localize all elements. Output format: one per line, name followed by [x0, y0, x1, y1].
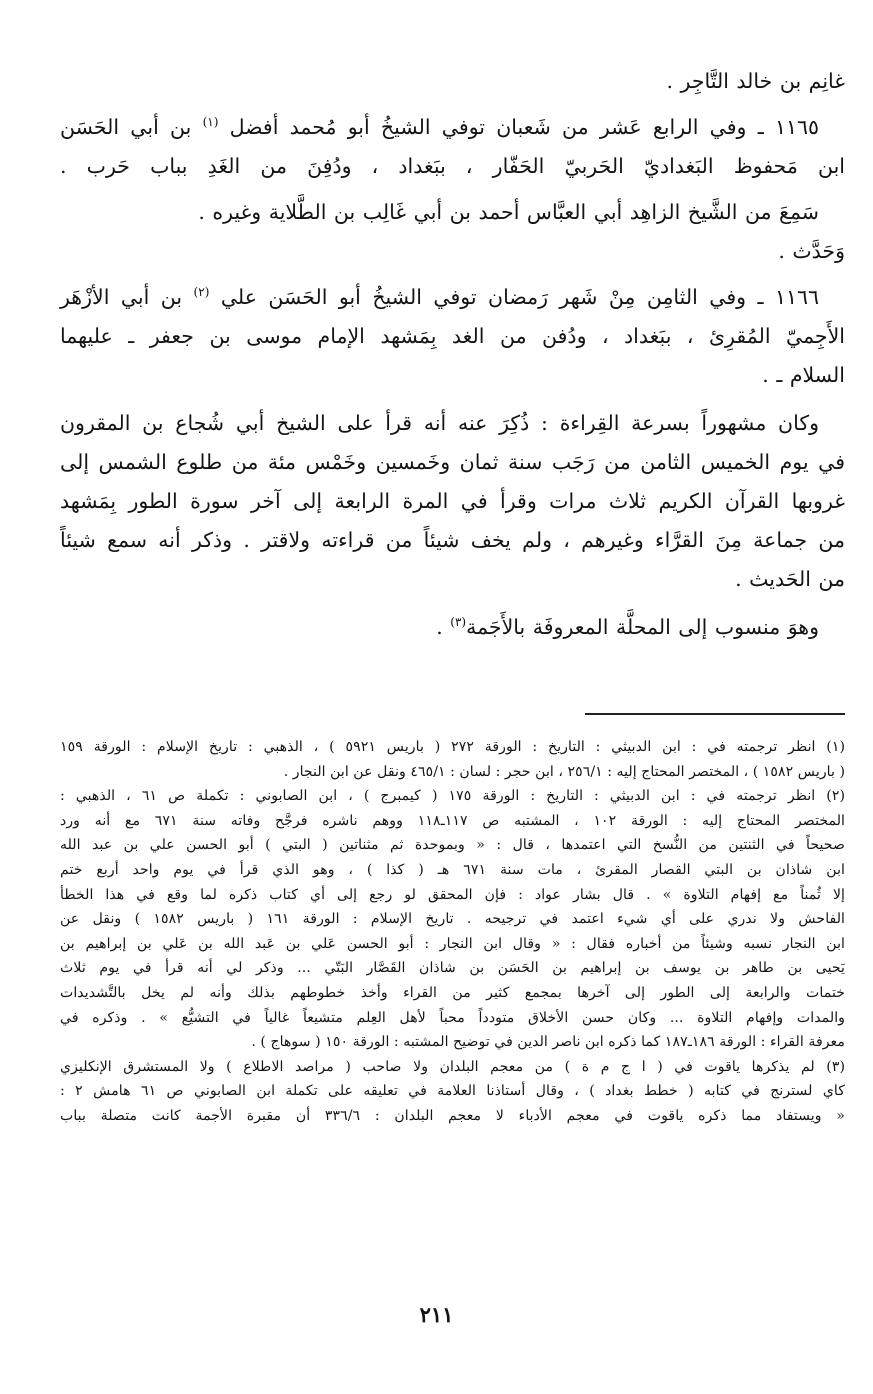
entry-1166-tail: بن أبي الأزْهَر	[60, 285, 183, 309]
entry-1166-line-7: من جماعة مِنَ القرَّاء وغيرهم ، ولم يخف شيئاً من قراءته ولاقتر . وذكر أنه سمع شيئاً	[60, 528, 845, 552]
entry-1166-line-9	[60, 608, 819, 647]
main-text	[60, 62, 845, 647]
footnote-separator	[585, 713, 845, 715]
entry-1166-line-4: وكان مشهوراً بسرعة القِراءة : ذُكِرَ عنه أنه قرأ على الشيخ أبي شُجاع بن المقرون	[60, 411, 819, 435]
footnote-2-line-6: الفاحش ولا ندري على أي شيء اعتمد في ترجيحه . تاريخ الإسلام : الورقة ١٦١ ( باريس ١٥٨٢ ) ونقل عن	[60, 911, 845, 928]
footnote-2-line-2: المختصر المحتاج إليه : الورقة ١٠٢ ، المشتبه ص ١١٧ـ١١٨ ووهم ناشره فرجَّح وفاته سنة ٦٧١ مع أنه ورد	[60, 812, 845, 829]
footnote-3-line-3: « ويستفاد مما ذكره ياقوت في معجم الأدباء لا معجم البلدان : ٣٣٦/٦ أن مقبرة الأجمة كانت متصلة بباب	[60, 1107, 845, 1124]
footnote-marker-3: (٣)	[450, 615, 467, 629]
entry-1166-last-text: وهوَ منسوب إلى المحلَّة المعروفَة بالأَجَمة	[466, 615, 819, 639]
entry-1166-line-8: من الحَديث .	[735, 567, 845, 591]
footnote-3-line-2: كاي لسترنج في كتابه ( خطط بغداد ) ، وقال أستاذنا العلامة في تعليقه على تكملة ابن الصابوني ص ٦١ هامش ٢ :	[60, 1083, 845, 1100]
footnotes	[60, 735, 845, 1129]
entry-1166-line-5: في يوم الخميس الثامن من رَجَب سنة ثمان وخَمسين وخَمْس مئة من طلوع الشمس إلى	[60, 450, 845, 474]
footnote-2-line-10: والمدات وإفهام التلاوة ... وكان حسن الأخلاق متودداً محباً لأهل العِلم متشيعاً غالياً في التشيُّع » . وذكره في	[60, 1009, 845, 1026]
footnote-2-line-4: ابن شاذان بن البتي القصار المقرئ ، مات سنة ٦٧١ هـ ( كذا ) ، وهو الذي قرأ في يوم واحد أربع ختم	[60, 861, 845, 878]
footnote-2-line-7: ابن النجار نسبه وشيئاً من أخباره فقال : « وقال ابن النجار : أبو الحسن عَلي بن عَبد الله بن عَلي بن إبراهيم بن	[60, 935, 845, 952]
entry-1166-last-dot: .	[436, 615, 443, 639]
entry-1165-head: ١١٦٥ ـ وفي الرابع عَشر من شَعبان توفي الشيخُ أبو مُحمد أفضل	[229, 115, 819, 139]
footnote-2-line-5: إلا ثُمناً مع إفهام التلاوة » . قال بشار عواد : فإن المحقق لو رجع إلى أي كتاب ذكره لما وقع في هذا الخطأ	[60, 886, 845, 903]
page-number: ٢١١	[419, 1302, 454, 1327]
entry-1166-line-3: السلام ـ .	[762, 363, 845, 387]
entry-1166-line-2: الأَجِميّ المُقرِئ ، ببَغداد ، ودُفن من الغد بِمَشهد الإمام موسى بن جعفر ـ عليهما	[60, 324, 845, 348]
footnote-2-line-8: يَحيى بن طاهر بن يوسف بن إبراهيم بن الحَسَن بن شاذان القَصَّار البَتّي ... وذكر لي أنه قرأ في يوم ثلاث	[60, 960, 845, 977]
entry-1165-tail: بن أبي الحَسَن	[60, 115, 192, 139]
footnote-marker-1: (١)	[202, 115, 219, 129]
entry-1166-head: ١١٦٦ ـ وفي الثامِن مِنْ شَهر رَمضان توفي الشيخُ أبو الحَسَن علي	[220, 285, 819, 309]
entry-1165-line-1	[60, 108, 819, 147]
text-line-1: غانِم بن خالد التَّاجِر .	[666, 69, 845, 93]
footnote-marker-2: (٢)	[193, 285, 210, 299]
entry-1165-line-2: ابن مَحفوظ البَغداديّ الحَربيّ الحَفّار ، ببَغداد ، ودُفِنَ من الغَدِ بباب حَرب .	[60, 154, 845, 178]
footnote-2-line-3: صحيحاً في الثنتين من النُّسخ التي اعتمدها ، قال : « وبموحدة ثم مثناتين ( البتي ) أبو الحسن علي بن عبد الله	[60, 837, 845, 854]
footnote-3-line-1: (٣) لم يذكرها ياقوت في ( ا ج م ة ) من معجم البلدان ولا صاحب ( مراصد الاطلاع ) ولا المستشرق الإنكليزي	[60, 1058, 845, 1075]
footnote-1-line-2: ( باريس ١٥٨٢ ) ، المختصر المحتاج إليه : ٢٥٦/١ ، ابن حجر : لسان : ٤٦٥/١ ونقل عن ابن النجار .	[283, 763, 845, 780]
entry-1165-line-4: وَحَدَّث .	[778, 239, 845, 263]
footnote-2-line-11: معرفة القراء : الورقة ١٨٦ـ١٨٧ كما ذكره ابن ناصر الدين في توضيح المشتبه : الورقة ١٥٠ ( سوهاج ) .	[251, 1034, 845, 1051]
footnote-1-line-1: (١) انظر ترجمته في : ابن الدبيثي : التاريخ : الورقة ٢٧٢ ( باريس ٥٩٢١ ) ، الذهبي : تاريخ الإسلام : الورقة ١٥٩	[60, 739, 846, 755]
entry-1166-line-6: غروبها القرآن الكريم ثلاث مرات وقرأ في المرة الرابعة إلى آخر سورة الطور بِمَشهد	[60, 489, 845, 513]
entry-1166-line-1	[60, 278, 819, 317]
footnote-2-line-9: ختمات والرابعة إلى الطور إلى آخرها بمجمع كثير من القراء وأخذ خطوطهم بذلك وأنه لم يخل بالتَّشديدات	[60, 984, 845, 1001]
footnote-2-line-1: (٢) انظر ترجمته في : ابن الدبيثي : التاريخ : الورقة ١٧٥ ( كيمبرج ) ، ابن الصابوني : تكملة ص ٦١ ، الذهبي :	[60, 788, 845, 805]
entry-1165-line-3: سَمِعَ من الشَّيخ الزاهِد أبي العبَّاس أحمد بن أبي غَالِب بن الطَّلاية وغيره .	[198, 200, 819, 224]
